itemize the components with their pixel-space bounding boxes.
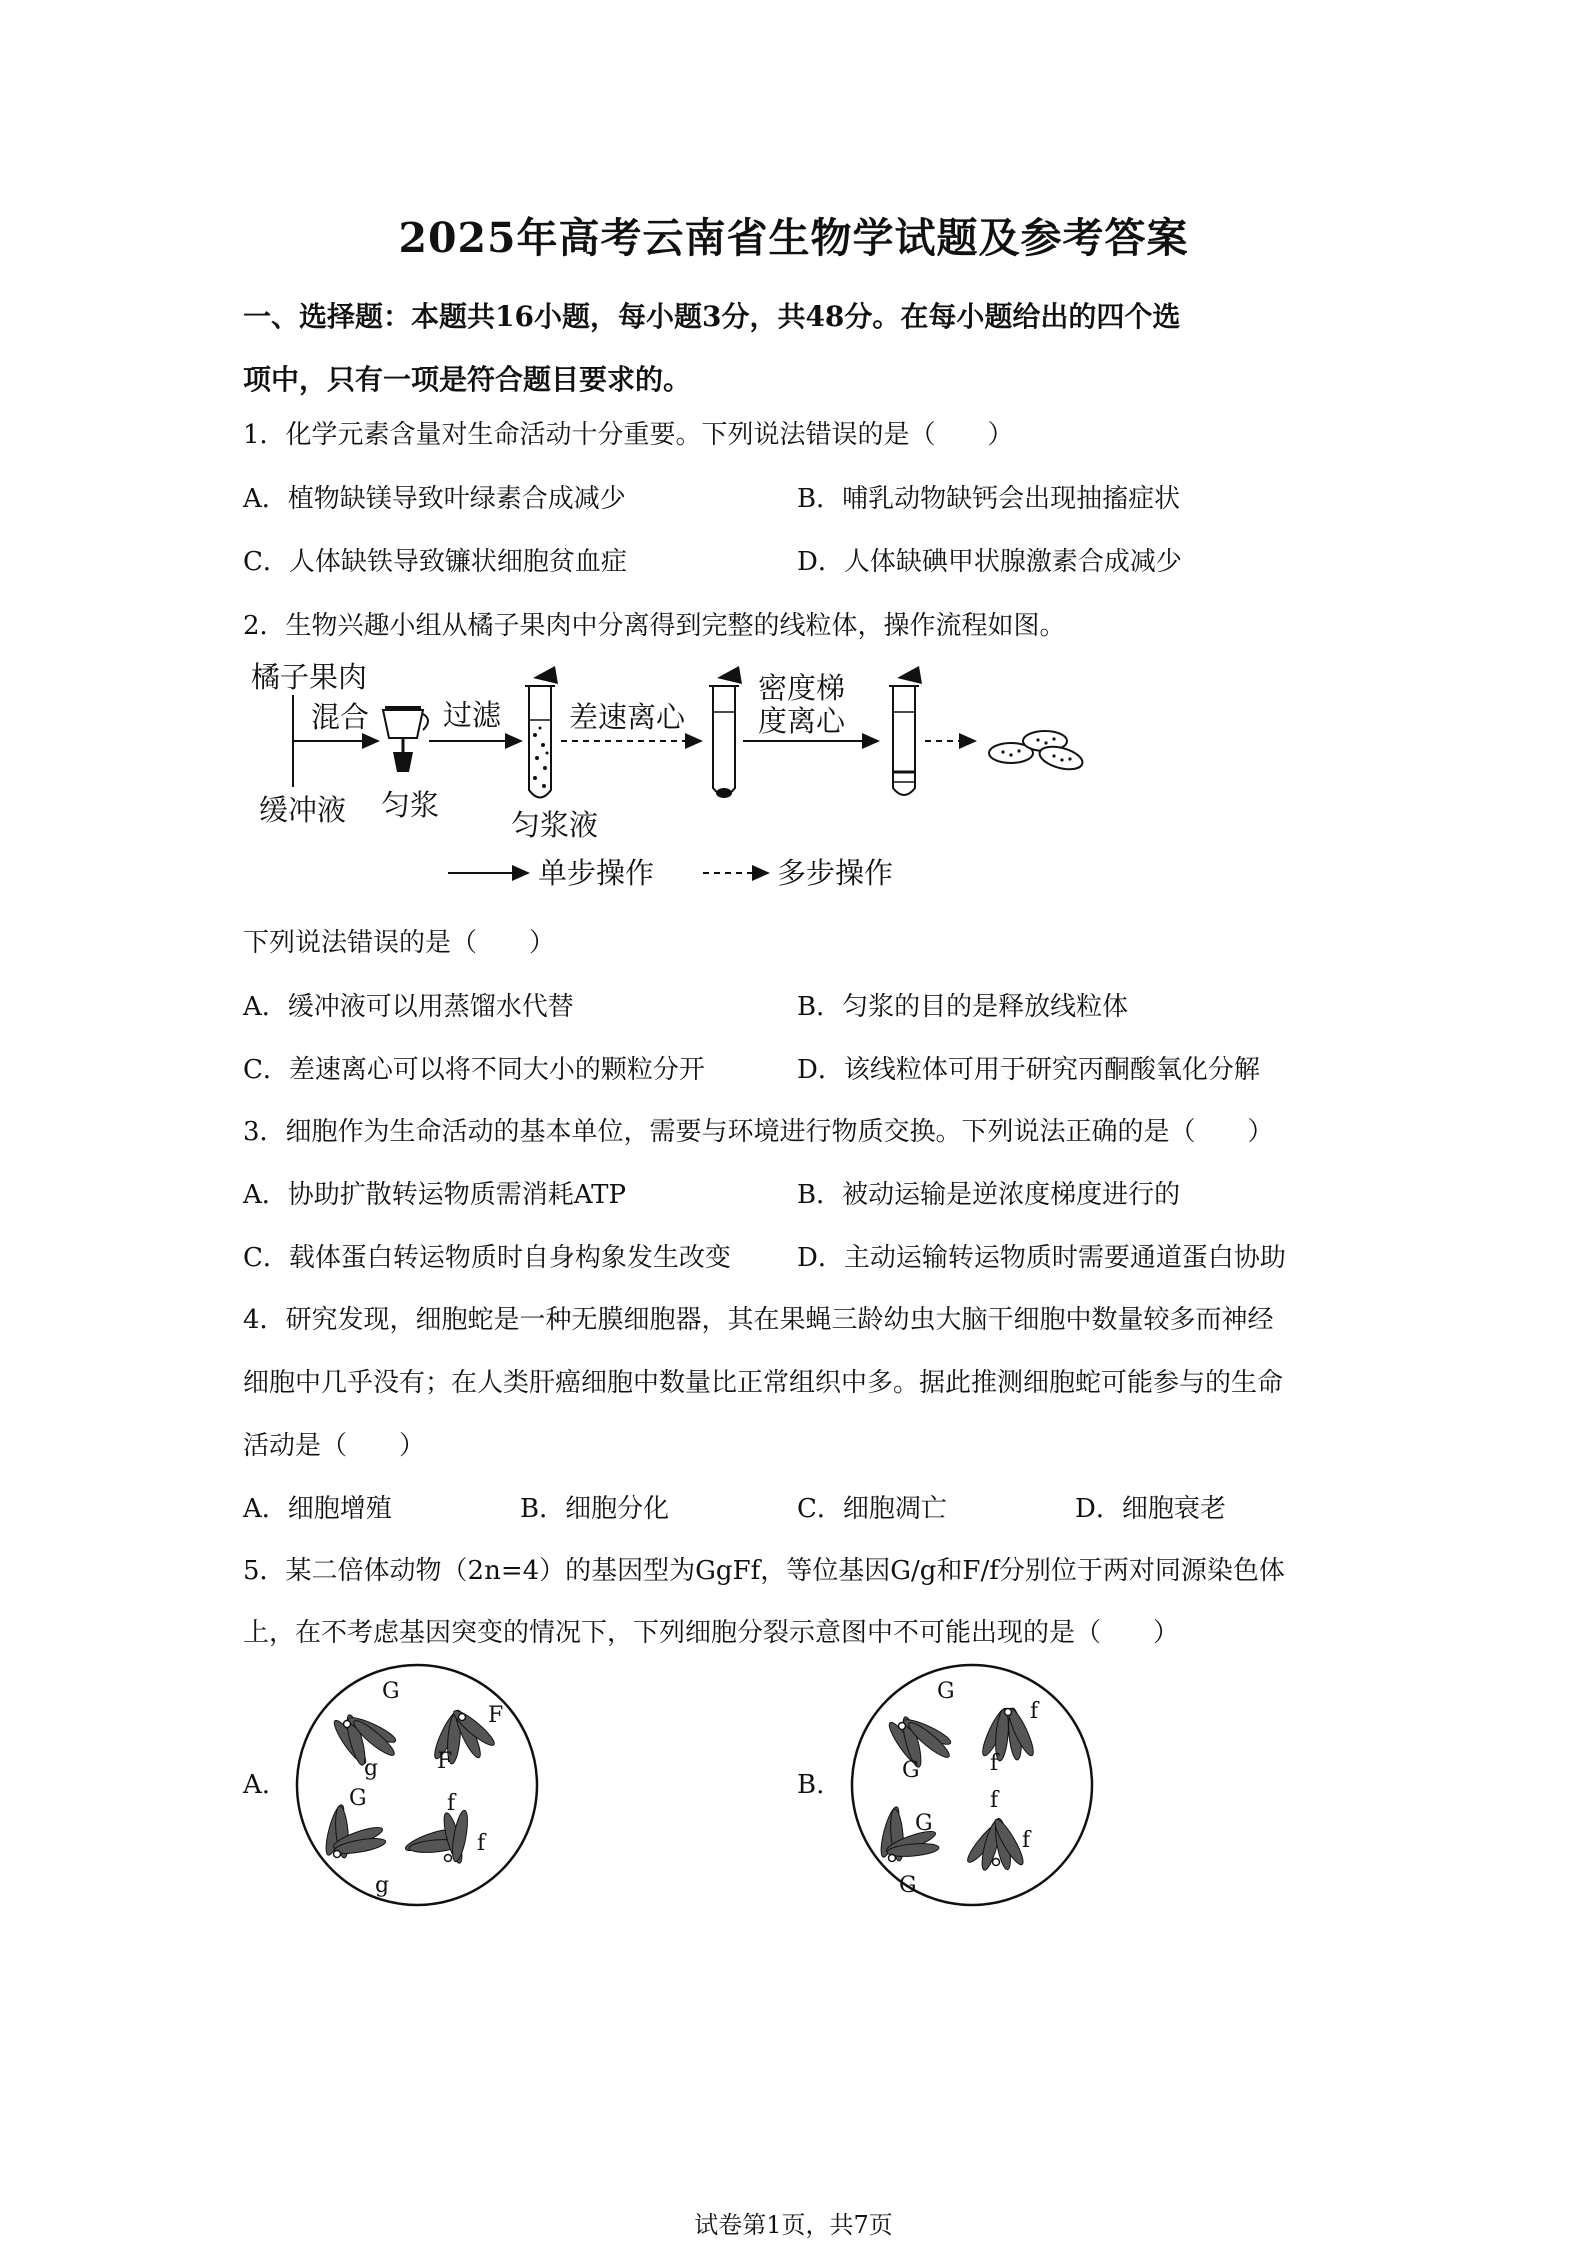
q3-stem: 3．细胞作为生命活动的基本单位，需要与环境进行物质交换。下列说法正确的是（ ） xyxy=(243,1117,1274,1147)
q4-option-b: B．细胞分化 xyxy=(520,1494,670,1524)
cellA-br-top: f xyxy=(447,1791,456,1816)
q4-line3: 活动是（ ） xyxy=(243,1431,426,1461)
mitochondria-isolation-flowchart xyxy=(243,650,1123,900)
cellA-br-bot: f xyxy=(477,1831,486,1856)
flow-label-diff-centrifuge: 差速离心 xyxy=(569,700,686,734)
test-tube-pellet-icon xyxy=(709,666,742,798)
q2-stem: 2．生物兴趣小组从橘子果肉中分离得到完整的线粒体，操作流程如图。 xyxy=(243,611,1066,641)
cellA-tl-bot: g xyxy=(364,1756,379,1781)
q2-option-b: B．匀浆的目的是释放线粒体 xyxy=(797,992,1129,1022)
q3-option-a: A．协助扩散转运物质需消耗ATP xyxy=(243,1180,626,1210)
q5-line1: 5．某二倍体动物（2n=4）的基因型为GgFf，等位基因G/g和F/f分别位于两对同源染色体 xyxy=(243,1556,1285,1586)
q2-substem: 下列说法错误的是（ ） xyxy=(243,928,556,958)
cellB-br-bot: f xyxy=(1022,1828,1031,1853)
cellB-tr-top: f xyxy=(1030,1699,1039,1724)
q4-option-d: D．细胞衰老 xyxy=(1075,1494,1226,1524)
q5-cell-diagram-a xyxy=(290,1660,550,1910)
q2-option-d: D．该线粒体可用于研究丙酮酸氧化分解 xyxy=(797,1055,1260,1085)
flow-label-density-2: 度离心 xyxy=(758,704,846,738)
q1-option-c: C．人体缺铁导致镰状细胞贫血症 xyxy=(243,547,627,577)
flow-label-homogenate: 匀浆液 xyxy=(511,808,599,842)
q4-line1: 4．研究发现，细胞蛇是一种无膜细胞器，其在果蝇三龄幼虫大脑干细胞中数量较多而神经 xyxy=(243,1305,1274,1335)
cellB-tl-bot: G xyxy=(902,1758,920,1783)
section-heading-line2: 项中，只有一项是符合题目要求的。 xyxy=(243,363,692,396)
q1-option-a: A．植物缺镁导致叶绿素合成减少 xyxy=(243,484,626,514)
section-heading-line1: 一、选择题：本题共16小题，每小题3分，共48分。在每小题给出的四个选 xyxy=(243,300,1181,333)
cellB-tl-top: G xyxy=(937,1679,955,1704)
flow-label-filter: 过滤 xyxy=(443,698,502,732)
test-tube-gradient-icon xyxy=(889,666,922,795)
blender-icon xyxy=(383,706,428,772)
page-title: 2025年高考云南省生物学试题及参考答案 xyxy=(398,214,1189,262)
q3-option-d: D．主动运输转运物质时需要通道蛋白协助 xyxy=(797,1243,1286,1273)
flow-label-density-1: 密度梯 xyxy=(758,671,846,705)
q5-cell-diagram-b xyxy=(845,1660,1105,1910)
cellA-tr-top: F xyxy=(488,1703,504,1728)
legend-single-step-label: 单步操作 xyxy=(538,856,655,890)
test-tube-homogenate-icon xyxy=(525,666,558,798)
cellB-bl-top: G xyxy=(915,1811,933,1836)
q1-option-b: B．哺乳动物缺钙会出现抽搐症状 xyxy=(797,484,1181,514)
cellA-bl-top: G xyxy=(349,1786,367,1811)
mitochondria-icon xyxy=(989,731,1085,773)
q3-option-c: C．载体蛋白转运物质时自身构象发生改变 xyxy=(243,1243,731,1273)
flow-label-buffer: 缓冲液 xyxy=(259,793,347,827)
flow-label-homogenize: 匀浆 xyxy=(381,788,440,822)
cellB-tr-bot: f xyxy=(990,1751,999,1776)
q2-option-a: A．缓冲液可以用蒸馏水代替 xyxy=(243,992,574,1022)
legend-multi-step-label: 多步操作 xyxy=(777,856,894,890)
cellA-tl-top: G xyxy=(382,1679,400,1704)
cellA-tr-bot: F xyxy=(437,1749,453,1774)
q4-line2: 细胞中几乎没有；在人类肝癌细胞中数量比正常组织中多。据此推测细胞蛇可能参与的生命 xyxy=(243,1368,1284,1398)
q3-option-b: B．被动运输是逆浓度梯度进行的 xyxy=(797,1180,1181,1210)
cellB-br-top: f xyxy=(990,1788,999,1813)
flow-label-mix: 混合 xyxy=(311,700,370,734)
q4-option-a: A．细胞增殖 xyxy=(243,1494,392,1524)
page-footer: 试卷第1页，共7页 xyxy=(694,2211,893,2239)
q4-option-c: C．细胞凋亡 xyxy=(797,1494,947,1524)
q1-option-d: D．人体缺碘甲状腺激素合成减少 xyxy=(797,547,1182,577)
q5-line2: 上，在不考虑基因突变的情况下，下列细胞分裂示意图中不可能出现的是（ ） xyxy=(243,1618,1180,1648)
q1-stem: 1．化学元素含量对生命活动十分重要。下列说法错误的是（ ） xyxy=(243,420,1014,450)
cellB-bl-bot: G xyxy=(899,1873,917,1898)
q5-option-a-label: A. xyxy=(243,1770,271,1800)
section-heading xyxy=(243,285,1363,411)
q2-option-c: C．差速离心可以将不同大小的颗粒分开 xyxy=(243,1055,705,1085)
cellA-bl-bot: g xyxy=(375,1873,390,1898)
flow-label-orange-pulp: 橘子果肉 xyxy=(251,660,368,694)
q5-option-b-label: B. xyxy=(797,1770,825,1800)
